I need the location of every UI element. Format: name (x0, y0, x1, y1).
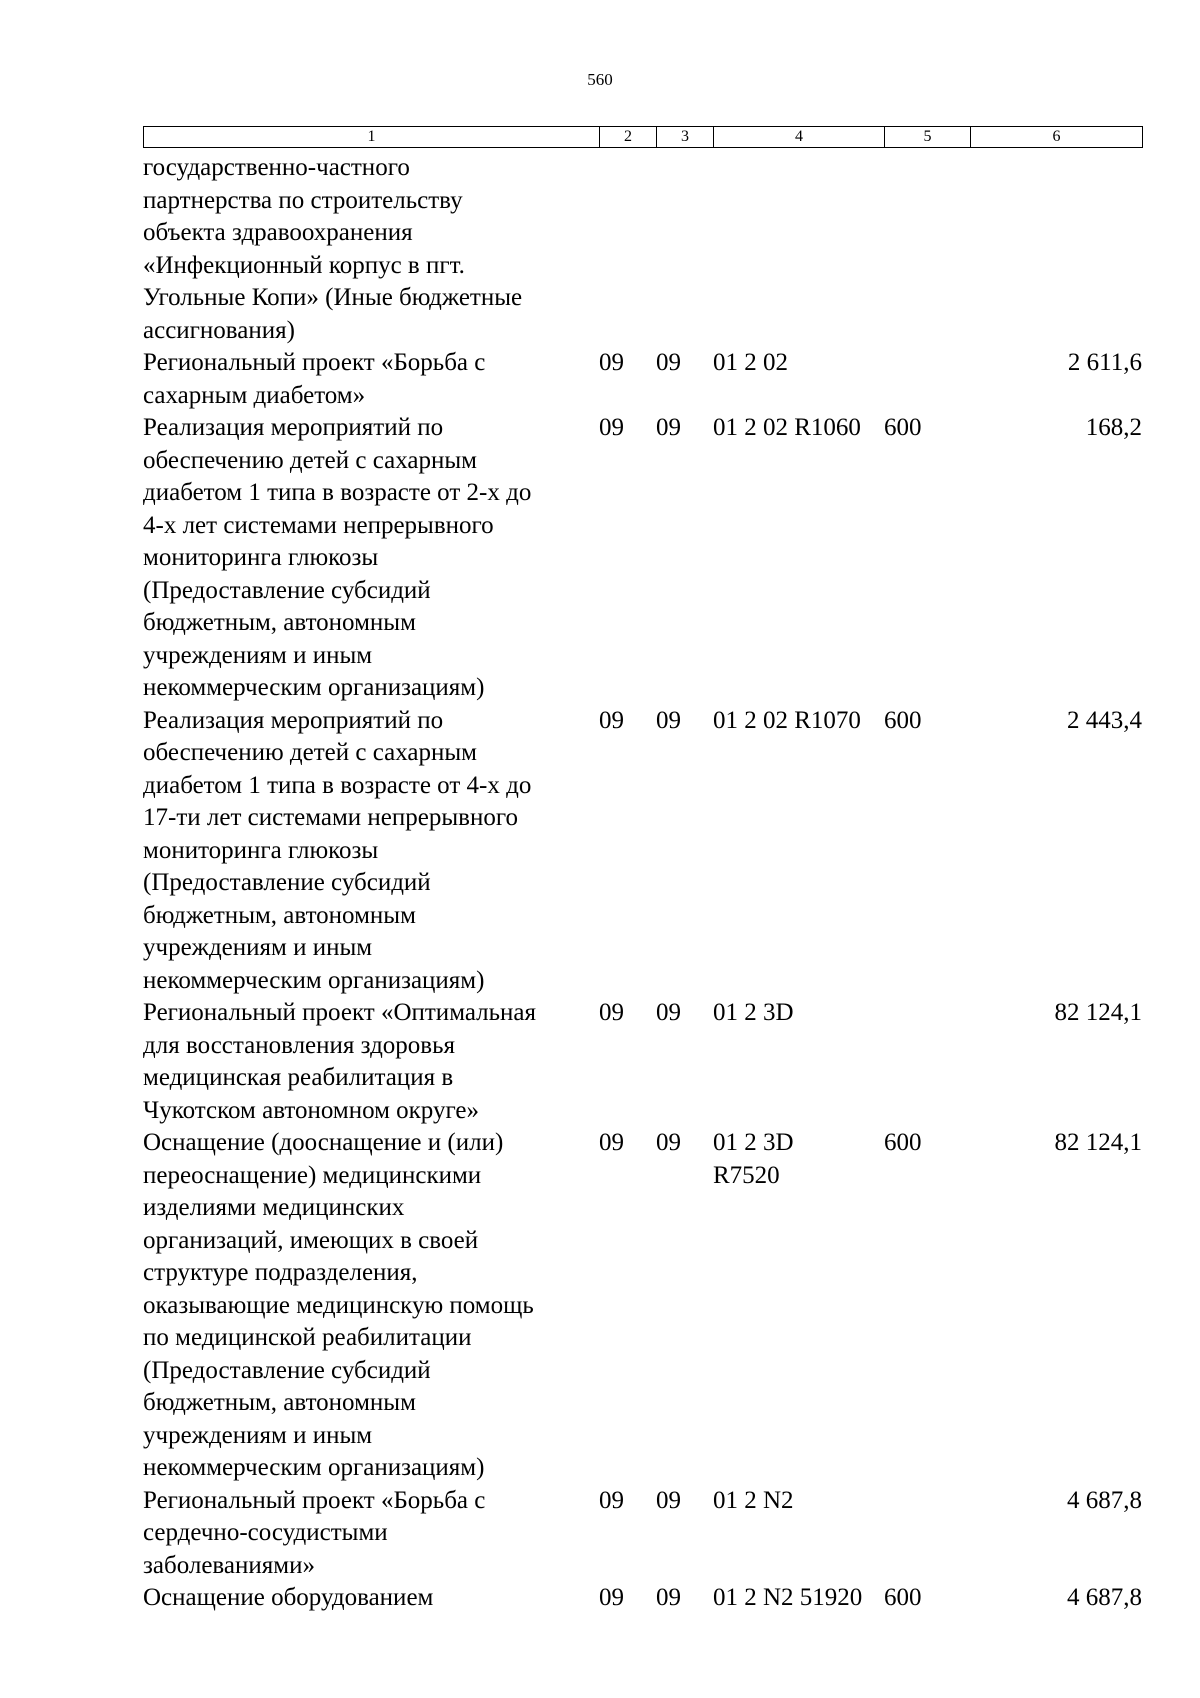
row-name: Региональный проект «Оптимальная для восстановления здоровья медицинская реабилитация в Чукотском автономном округе» (143, 999, 537, 1124)
row-name: государственно-частного партнерства по строительству объекта здравоохранения «Инфекционный корпус в пгт. Угольные Копи» (Иные бюджетные ассигнования) (143, 154, 523, 344)
budget-table-body (143, 152, 1142, 1615)
row-amount: 4 687,8 (1067, 1486, 1142, 1514)
row-code: 01 2 3D (713, 999, 794, 1026)
row-col-3: 09 (656, 999, 681, 1026)
row-amount: 82 124,1 (1054, 999, 1142, 1026)
row-col-2: 09 (599, 1129, 624, 1156)
table-row (143, 997, 1142, 1127)
table-row (143, 347, 1142, 412)
row-col-2: 09 (599, 1486, 624, 1514)
column-header-6: 6 (971, 127, 1143, 148)
row-code: 01 2 02 R1060 (713, 414, 861, 441)
row-code: 01 2 02 (713, 349, 788, 376)
row-amount: 2 443,4 (1067, 706, 1142, 734)
column-header-3: 3 (657, 127, 714, 148)
row-col-5: 600 (884, 1584, 922, 1611)
table-row (143, 152, 1142, 347)
row-col-3: 09 (656, 1486, 681, 1514)
row-amount: 168,2 (1085, 414, 1142, 441)
row-code: 01 2 3D R7520 (713, 1129, 794, 1189)
table-row (143, 412, 1142, 705)
row-name: Региональный проект «Борьба с сахарным диабетом» (143, 349, 486, 409)
row-col-3: 09 (656, 1584, 681, 1611)
column-header-5: 5 (885, 127, 971, 148)
column-header-row (144, 127, 1143, 148)
row-col-2: 09 (599, 999, 624, 1026)
row-col-3: 09 (656, 1129, 681, 1156)
table-row (143, 705, 1142, 998)
row-code: 01 2 N2 (713, 1486, 794, 1514)
row-col-3: 09 (656, 349, 681, 376)
table-row (143, 1127, 1142, 1485)
row-amount: 4 687,8 (1067, 1584, 1142, 1611)
column-header-1: 1 (144, 127, 600, 148)
row-code: 01 2 02 R1070 (713, 706, 861, 734)
column-header-2: 2 (600, 127, 657, 148)
row-col-3: 09 (656, 414, 681, 441)
row-col-3: 09 (656, 706, 681, 734)
row-col-5: 600 (884, 414, 922, 441)
row-name: Региональный проект «Борьба с сердечно-сосудистыми заболеваниями» (143, 1486, 486, 1579)
row-col-2: 09 (599, 706, 624, 734)
row-col-2: 09 (599, 414, 624, 441)
row-name: Реализация мероприятий по обеспечению детей с сахарным диабетом 1 типа в возрасте от 2-х до 4-х лет системами непрерывного мониторинга глюкозы (Предоставление субсидий бюджетным, автономным учреждениям и иным некоммерческим организациям) (143, 414, 532, 701)
row-name: Оснащение оборудованием (143, 1584, 434, 1611)
row-amount: 82 124,1 (1054, 1129, 1142, 1156)
column-header-table (143, 126, 1143, 148)
row-col-2: 09 (599, 349, 624, 376)
row-col-5: 600 (884, 706, 922, 734)
row-name: Реализация мероприятий по обеспечению детей с сахарным диабетом 1 типа в возрасте от 4-х до 17-ти лет системами непрерывного мониторинга глюкозы (Предоставление субсидий бюджетным, автономным учреждениям и иным некоммерческим организациям) (143, 706, 532, 994)
row-col-5: 600 (884, 1129, 922, 1156)
column-header-4: 4 (714, 127, 885, 148)
row-amount: 2 611,6 (1067, 349, 1142, 376)
table-row (143, 1582, 1142, 1615)
page-number: 560 (587, 70, 613, 89)
row-code: 01 2 N2 51920 (713, 1584, 863, 1611)
row-col-2: 09 (599, 1584, 624, 1611)
row-name: Оснащение (дооснащение и (или) переоснащение) медицинскими изделиями медицинских организаций, имеющих в своей структуре подразделения, оказывающие медицинскую помощь по медицинской реабилитации (Предоставление субсидий бюджетным, автономным учреждениям и иным некоммерческим организациям) (143, 1129, 534, 1481)
table-row (143, 1485, 1142, 1583)
